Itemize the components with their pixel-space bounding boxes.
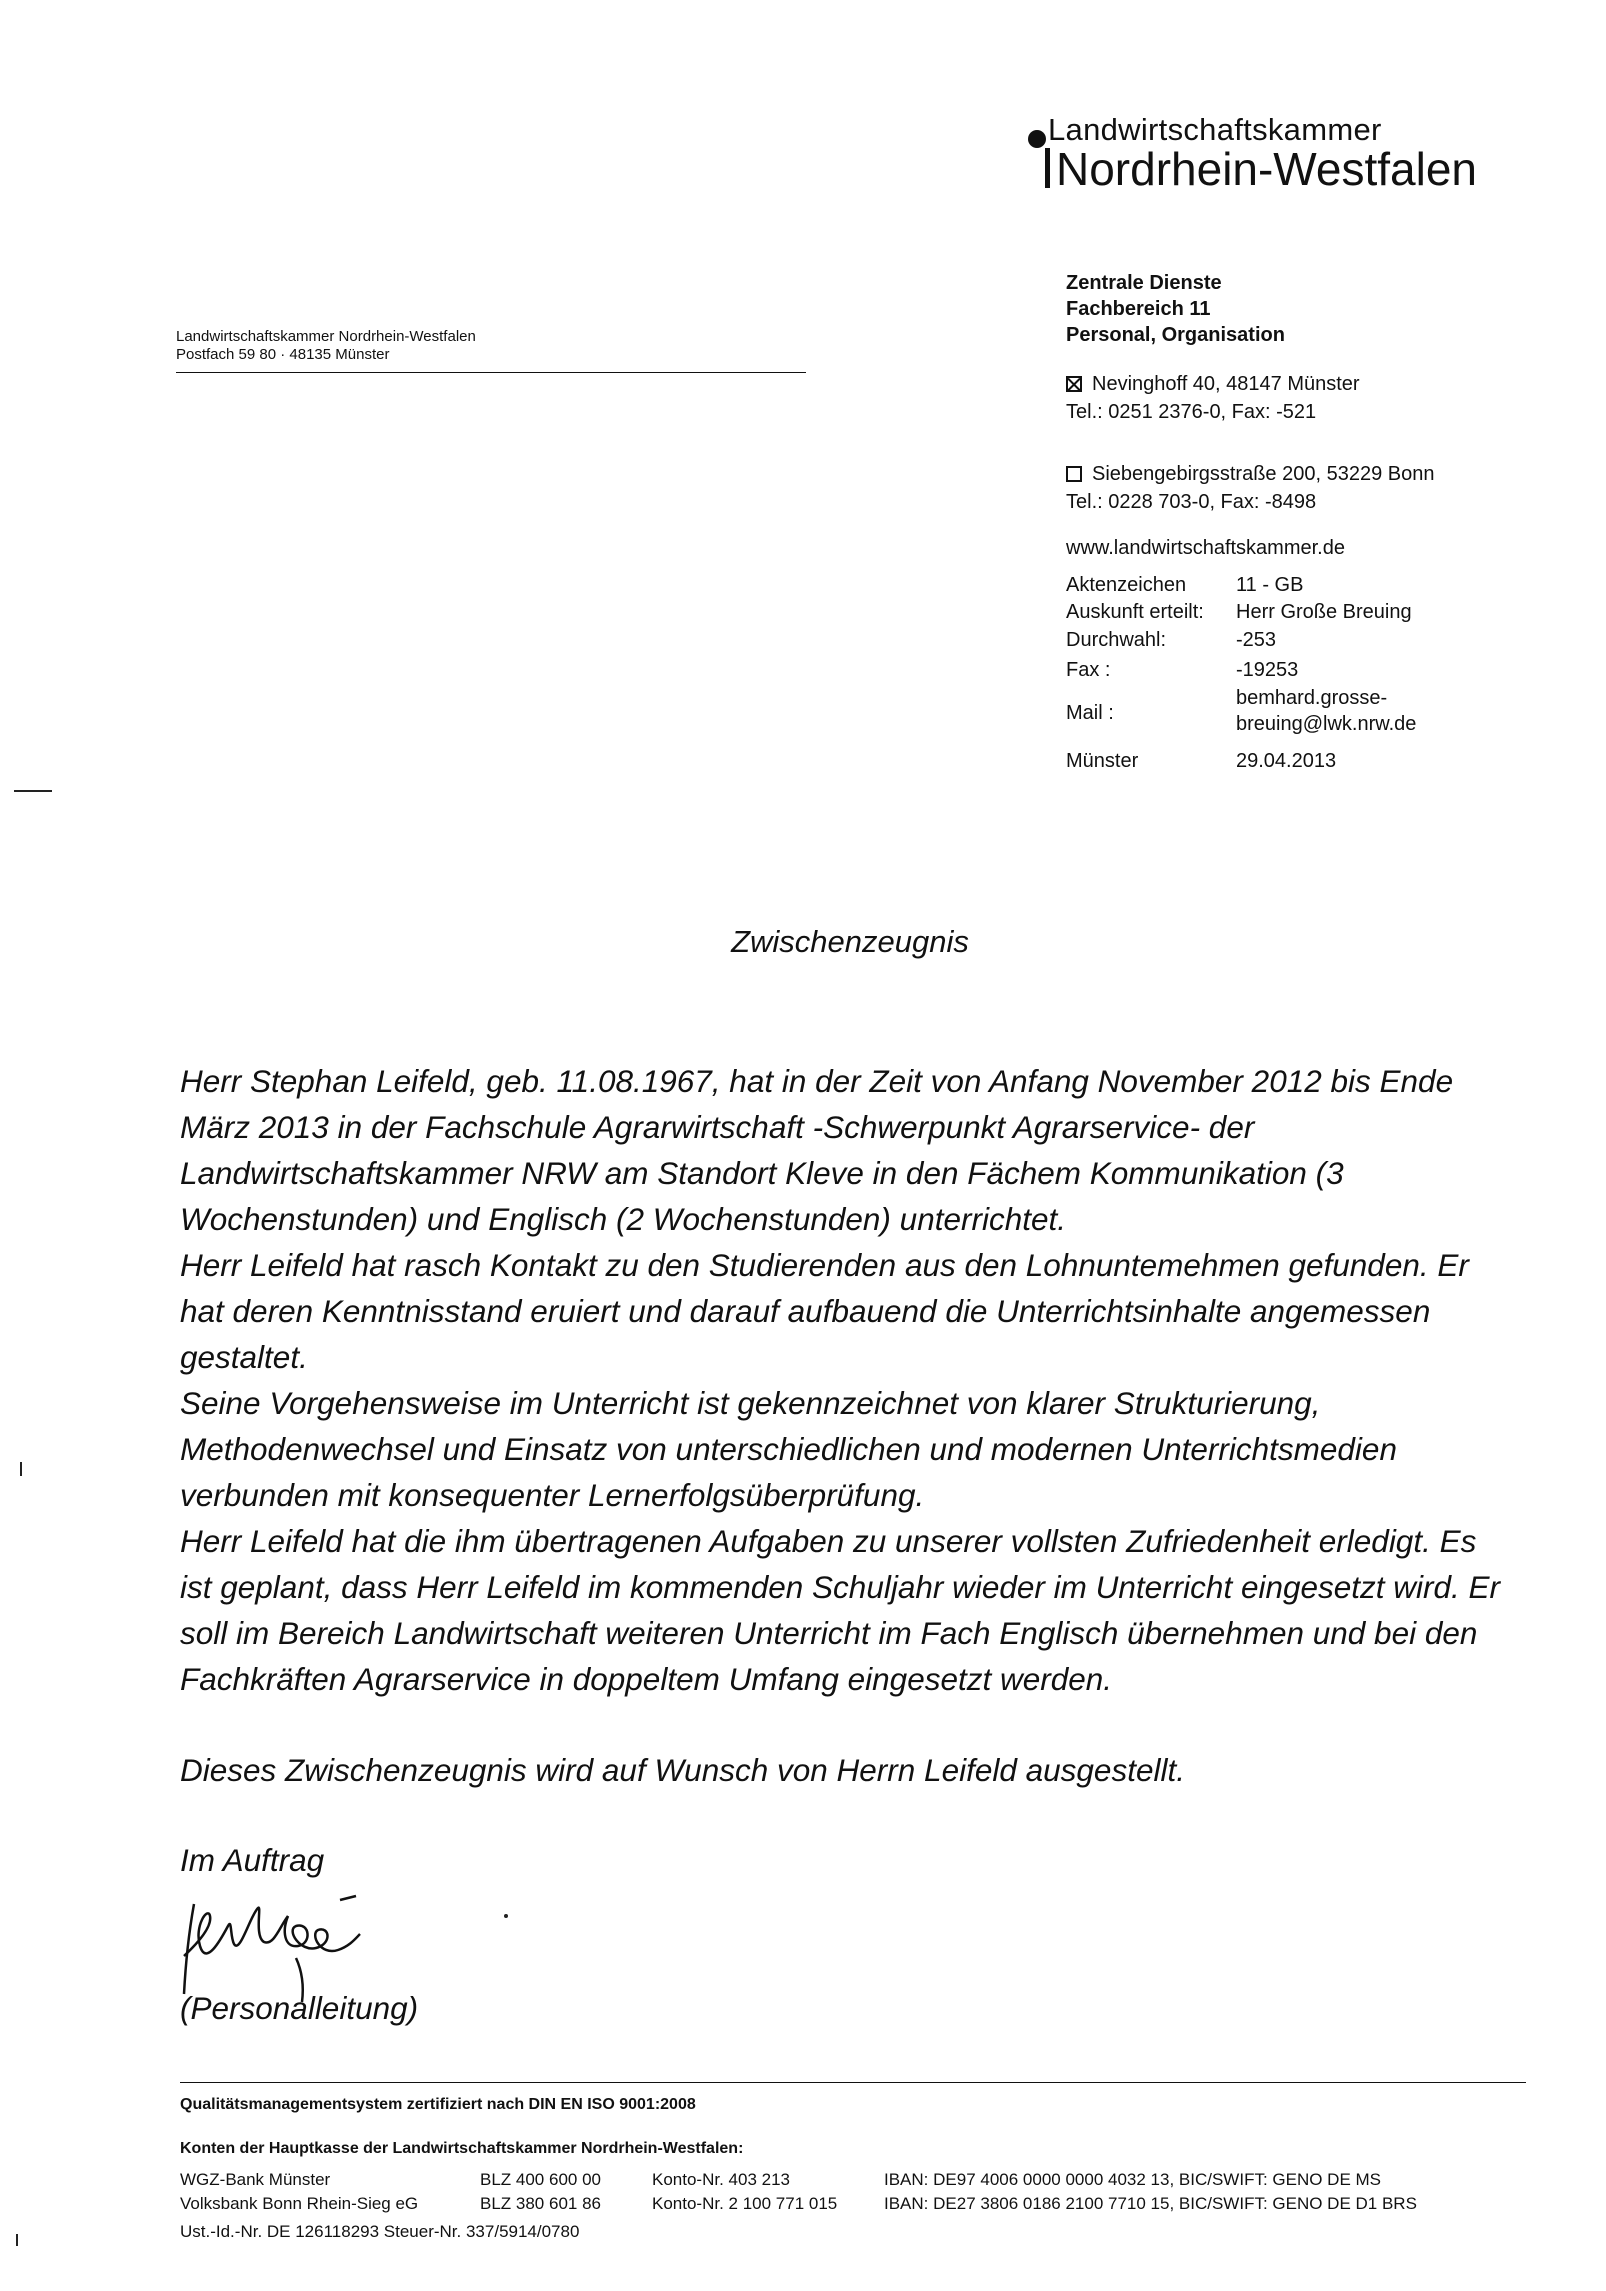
bank-konto: Konto-Nr. 403 213 — [652, 2170, 790, 2189]
department-line-3: Personal, Organisation — [1066, 324, 1285, 346]
logo-dot-icon — [1028, 130, 1046, 148]
sender-divider — [176, 372, 806, 373]
bank-konto: Konto-Nr. 2 100 771 015 — [652, 2194, 838, 2213]
durchwahl-value: -253 — [1236, 629, 1277, 651]
logo-bar-icon — [1045, 148, 1050, 188]
handwritten-signature — [180, 1886, 390, 2006]
scan-speck — [504, 1914, 508, 1918]
logo-line-2: Nordrhein-Westfalen — [1056, 143, 1478, 195]
location-phone: Tel.: 0228 703-0, Fax: -8498 — [1066, 491, 1317, 513]
place-label: Münster — [1066, 750, 1139, 772]
body-paragraph: Herr Stephan Leifeld, geb. 11.08.1967, hat in der Zeit von Anfang November 2012 bis Ende März 2013 in der Fachschule Agrarwirtschaft -Schwerpunkt Agrarservice- der Landwirtschaftskammer NRW am Standort Kleve in den Fächem Kommunikation (3 Wochenstunden) und Englisch (2 Wochenstunden) unterrichtet. — [180, 1063, 1454, 1237]
closing-sentence: Dieses Zwischenzeugnis wird auf Wunsch von Herrn Leifeld ausgestellt. — [180, 1752, 1185, 1788]
checked-box-icon — [1066, 376, 1082, 392]
signature-role: (Personalleitung) — [180, 1990, 419, 2026]
bank-iban: IBAN: DE27 3806 0186 2100 7710 15, BIC/SWIFT: GENO DE D1 BRS — [884, 2194, 1417, 2213]
sender-postbox: Postfach 59 80 · 48135 Münster — [176, 346, 390, 363]
auskunft-value: Herr Große Breuing — [1236, 601, 1412, 623]
aktenzeichen-value: 11 - GB — [1236, 574, 1304, 596]
fax-label: Fax : — [1066, 659, 1111, 681]
accounts-heading: Konten der Hauptkasse der Landwirtschaftskammer Nordrhein-Westfalen: — [180, 2140, 744, 2157]
scan-speck — [16, 2234, 18, 2246]
location-muenster — [1066, 370, 1360, 426]
scan-speck — [20, 1462, 22, 1476]
website: www.landwirtschaftskammer.de — [1066, 537, 1345, 559]
location-address: Siebengebirgsstraße 200, 53229 Bonn — [1092, 463, 1435, 485]
body-paragraph: Herr Leifeld hat rasch Kontakt zu den Studierenden aus den Lohnuntemehmen gefunden. Er hat deren Kenntnisstand eruiert und darauf aufbauend die Unterrichtsinhalte angemessen gestaltet. — [180, 1247, 1469, 1375]
location-bonn — [1066, 460, 1434, 516]
department-line-1: Zentrale Dienste — [1066, 272, 1222, 294]
bank-blz: BLZ 400 600 00 — [480, 2170, 601, 2189]
document-body — [180, 1058, 1510, 1702]
body-paragraph: Herr Leifeld hat die ihm übertragenen Aufgaben zu unserer vollsten Zufriedenheit erledigt. Es ist geplant, dass Herr Leifeld im kommenden Schuljahr wieder im Unterricht eingesetzt wird. Er soll im Bereich Landwirtschaft weiteren Unterricht im Fach Englisch übernehmen und bei den Fachkräften Agrarservice in doppeltem Umfang eingesetzt werden. — [180, 1523, 1501, 1697]
durchwahl-label: Durchwahl: — [1066, 629, 1167, 651]
date-value: 29.04.2013 — [1236, 750, 1337, 772]
department-block — [1066, 270, 1285, 348]
footer-divider — [180, 2082, 1526, 2083]
department-line-2: Fachbereich 11 — [1066, 298, 1211, 320]
fax-value: -19253 — [1236, 659, 1299, 681]
location-phone: Tel.: 0251 2376-0, Fax: -521 — [1066, 401, 1317, 423]
mail-value-line-2: breuing@lwk.nrw.de — [1236, 713, 1417, 735]
mail-label: Mail : — [1066, 702, 1114, 724]
auskunft-label: Auskunft erteilt: — [1066, 601, 1204, 623]
aktenzeichen-label: Aktenzeichen — [1066, 574, 1187, 596]
bank-name: WGZ-Bank Münster — [180, 2170, 331, 2189]
location-address: Nevinghoff 40, 48147 Münster — [1092, 373, 1360, 395]
organization-logo — [1028, 112, 1498, 195]
fold-mark — [14, 790, 52, 792]
unchecked-box-icon — [1066, 466, 1082, 482]
sender-address-block — [176, 328, 806, 364]
logo-line-1: Landwirtschaftskammer — [1048, 112, 1382, 147]
quality-certification: Qualitätsmanagementsystem zertifiziert nach DIN EN ISO 9001:2008 — [180, 2096, 696, 2113]
body-paragraph: Seine Vorgehensweise im Unterricht ist gekennzeichnet von klarer Strukturierung, Methodenwechsel und Einsatz von unterschiedlichen und modernen Unterrichtsmedien verbunden mit konsequenter Lernerfolgsüberprüfung. — [180, 1385, 1397, 1513]
bank-blz: BLZ 380 601 86 — [480, 2194, 601, 2213]
im-auftrag: Im Auftrag — [180, 1842, 325, 1878]
mail-value-line-1: bemhard.grosse- — [1236, 687, 1388, 709]
bank-name: Volksbank Bonn Rhein-Sieg eG — [180, 2194, 419, 2213]
bank-iban: IBAN: DE97 4006 0000 0000 4032 13, BIC/SWIFT: GENO DE MS — [884, 2170, 1382, 2189]
sender-name: Landwirtschaftskammer Nordrhein-Westfalen — [176, 328, 476, 345]
document-title: Zwischenzeugnis — [731, 924, 969, 959]
tax-ids: Ust.-Id.-Nr. DE 126118293 Steuer-Nr. 337/5914/0780 — [180, 2222, 580, 2241]
